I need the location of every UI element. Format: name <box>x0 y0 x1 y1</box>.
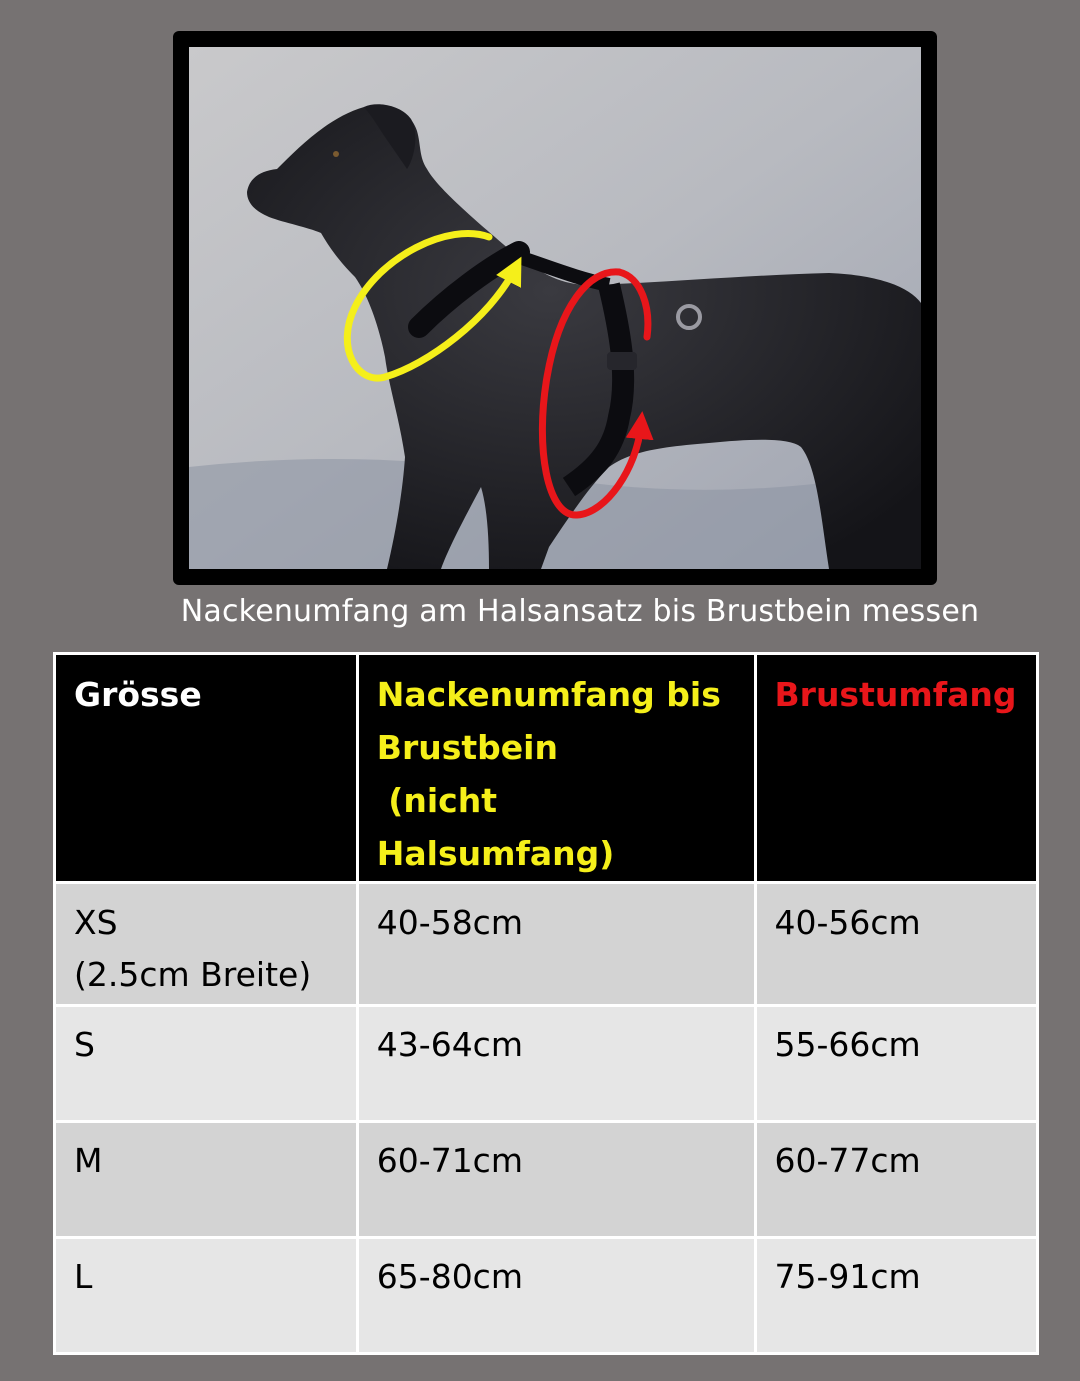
table-row <box>55 1122 1038 1238</box>
size-note: (2.5cm Breite) <box>74 955 312 994</box>
buckle <box>607 352 637 370</box>
header-neck-circumference <box>357 654 755 883</box>
table-row <box>55 883 1038 1006</box>
header-size: Grösse <box>55 654 358 883</box>
header-neck-line4: Halsumfang) <box>376 834 615 873</box>
header-neck-line1: Nackenumfang bis <box>376 675 721 714</box>
cell-size: XS (2.5cm Breite) <box>55 883 358 1006</box>
cell-neck: 65-80cm <box>357 1238 755 1354</box>
cell-chest: 55-66cm <box>755 1006 1037 1122</box>
header-neck-line2: Brustbein <box>376 728 558 767</box>
measurement-caption: Nackenumfang am Halsansatz bis Brustbein messen <box>180 594 980 629</box>
table-header-row <box>55 654 1038 883</box>
cell-size: M <box>55 1122 358 1238</box>
cell-neck: 60-71cm <box>357 1122 755 1238</box>
dog-eye <box>333 151 339 157</box>
cell-chest: 60-77cm <box>755 1122 1037 1238</box>
cell-chest: 40-56cm <box>755 883 1037 1006</box>
header-chest-circumference: Brustumfang <box>755 654 1037 883</box>
header-neck-line3: (nicht <box>376 781 498 820</box>
table-row <box>55 1006 1038 1122</box>
cell-size: L <box>55 1238 358 1354</box>
photo-frame <box>173 31 937 585</box>
cell-chest: 75-91cm <box>755 1238 1037 1354</box>
cell-neck: 43-64cm <box>357 1006 755 1122</box>
cell-size: S <box>55 1006 358 1122</box>
dog-harness-photo <box>189 47 921 569</box>
table-row <box>55 1238 1038 1354</box>
size-table <box>53 652 1039 1355</box>
cell-neck: 40-58cm <box>357 883 755 1006</box>
